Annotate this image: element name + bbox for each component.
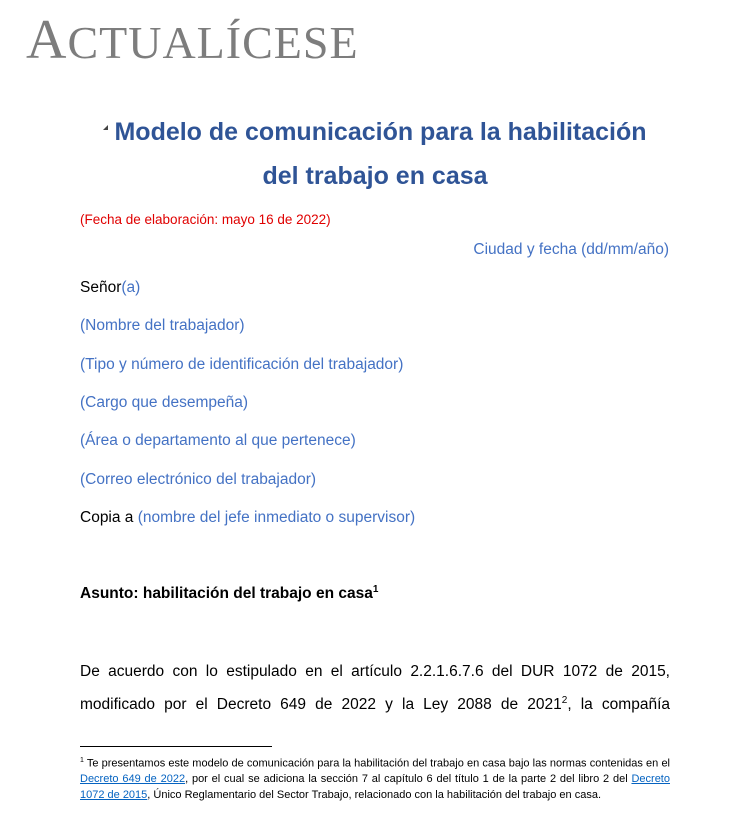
- decreto-1072-link[interactable]: Decreto 1072 de 2015: [80, 773, 670, 801]
- actualicese-logo: ACTUALÍCESE: [26, 9, 359, 71]
- worker-department-placeholder: (Área o departamento al que pertenece): [80, 432, 356, 449]
- title-line-1: Modelo de comunicación para la habilitación: [114, 118, 647, 146]
- subject-line: Asunto: habilitación del trabajo en casa$^1$: [80, 584, 379, 603]
- elaboration-date: (Fecha de elaboración: mayo 16 de 2022): [80, 212, 331, 227]
- worker-id-placeholder: (Tipo y número de identificación del trabajador): [80, 356, 404, 373]
- document-title: [80, 110, 670, 198]
- footnote-1: $^1$ Te presentamos este modelo de comunicación para la habilitación del trabajo en casa bajo las normas contenidas en el Decreto 649 de 2022, por el cual se adiciona la sección 7 al capítulo 6 del título 1 de la parte 2 del libro 2 del Decreto 1072 de 2015, Único Reglamentario del Sector Trabajo, relacionado con la habilitación del trabajo en casa.: [80, 757, 670, 801]
- worker-email-placeholder: (Correo electrónico del trabajador): [80, 471, 317, 488]
- copy-to-line: Copia a (nombre del jefe inmediato o supervisor): [80, 509, 416, 526]
- city-and-date-placeholder: Ciudad y fecha (dd/mm/año): [473, 241, 669, 258]
- footnote-ref-2[interactable]: 2: [561, 695, 568, 706]
- footnote-separator: [80, 746, 272, 747]
- worker-name-placeholder: (Nombre del trabajador): [80, 317, 245, 334]
- decreto-649-link[interactable]: Decreto 649 de 2022: [80, 773, 186, 786]
- title-line-2: del trabajo en casa: [262, 162, 488, 190]
- salutation: Señor(a): [80, 279, 141, 296]
- worker-position-placeholder: (Cargo que desempeña): [80, 394, 249, 411]
- collapse-triangle-icon[interactable]: [103, 125, 108, 130]
- footnote-ref-1[interactable]: 1: [372, 584, 379, 595]
- body-paragraph: De acuerdo con lo estipulado en el artículo 2.2.1.6.7.6 del DUR 1072 de 2015, modificado por el Decreto 649 de 2022 y la Ley 2088 de 2021$^2$, la compañía: [80, 663, 670, 714]
